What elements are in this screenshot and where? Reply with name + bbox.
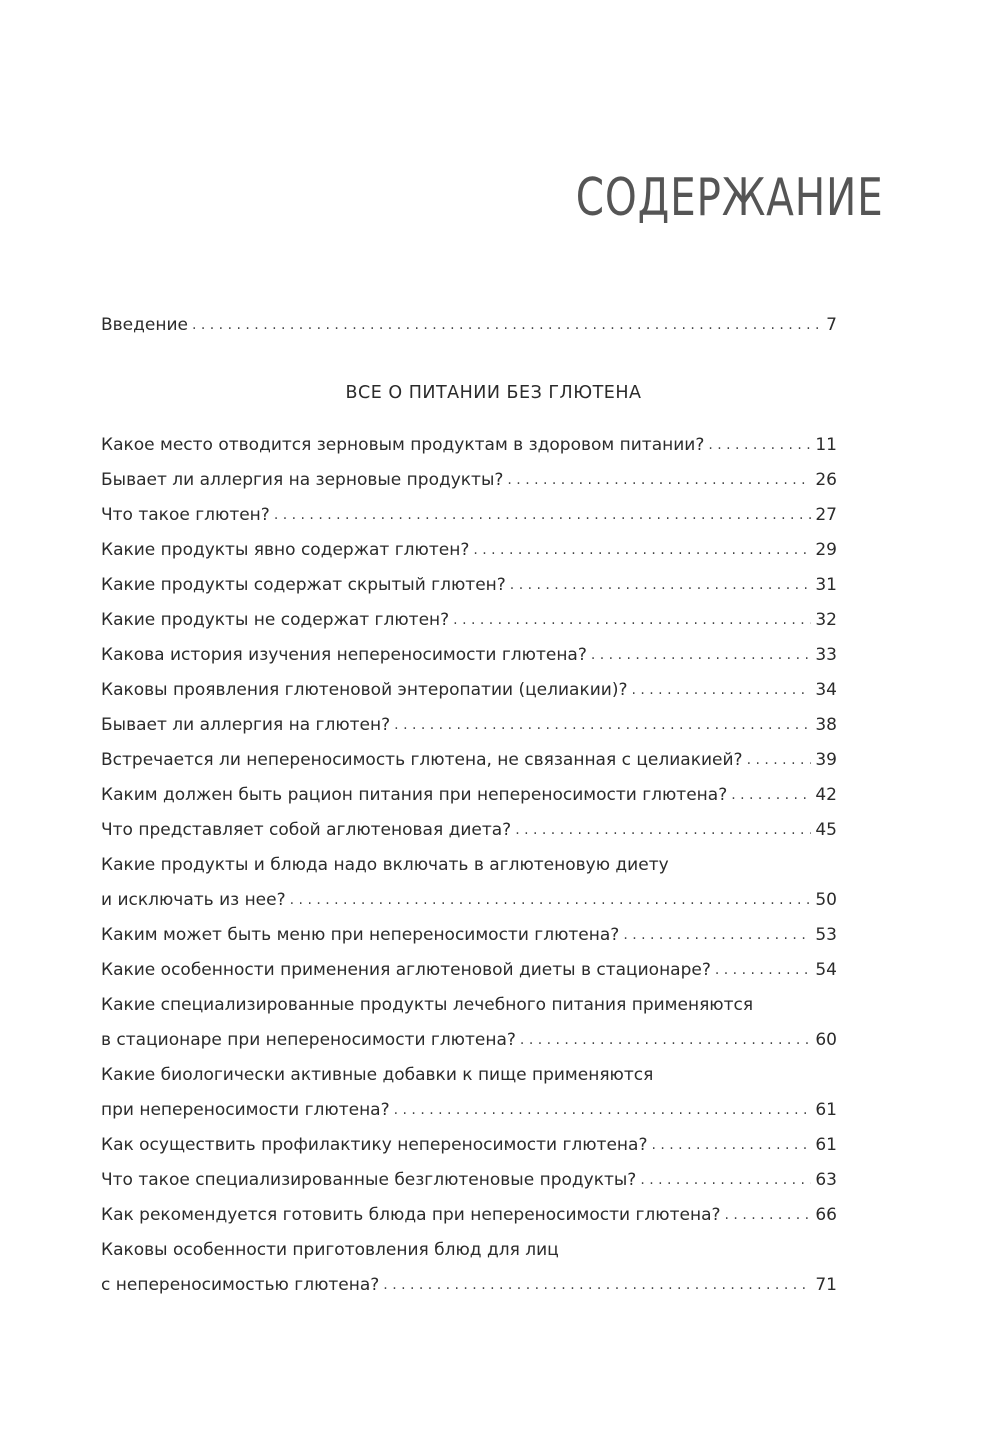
toc-entry-line <box>101 603 837 638</box>
toc-entry-page: 31 <box>815 575 837 595</box>
toc-entry-page: 66 <box>815 1205 837 1225</box>
toc-entry-text: Какие особенности применения аглютеновой диеты в стационаре? <box>101 960 711 980</box>
toc-entry-text: Бывает ли аллергия на глютен? <box>101 715 391 735</box>
toc-entry[interactable] <box>101 953 837 988</box>
dot-leader <box>715 953 811 988</box>
section-heading: ВСЕ О ПИТАНИИ БЕЗ ГЛЮТЕНА <box>345 383 642 403</box>
toc-entry-line <box>101 568 837 603</box>
toc-entry-text: и исключать из нее? <box>101 890 286 910</box>
dot-leader <box>394 1093 812 1128</box>
toc-entry[interactable] <box>101 848 837 918</box>
toc-entry[interactable] <box>101 918 837 953</box>
toc-entry-text: Что такое глютен? <box>101 505 270 525</box>
dot-leader <box>515 813 811 848</box>
toc-entry-line <box>101 638 837 673</box>
toc-entry[interactable] <box>101 533 837 568</box>
toc-entry-line <box>101 743 837 778</box>
dot-leader <box>623 918 811 953</box>
toc-entry-page: 61 <box>815 1100 837 1120</box>
toc-entry-page: 54 <box>815 960 837 980</box>
toc-entry-text: Каковы особенности приготовления блюд для лиц <box>101 1240 559 1260</box>
toc-entry-page: 50 <box>815 890 837 910</box>
toc-entry-text: Что такое специализированные безглютеновые продукты? <box>101 1170 637 1190</box>
dot-leader <box>290 883 812 918</box>
toc-entry-line <box>101 848 837 883</box>
toc-entry-text: Бывает ли аллергия на зерновые продукты? <box>101 470 504 490</box>
toc-entry-page: 53 <box>815 925 837 945</box>
dot-leader <box>510 568 812 603</box>
toc-entry-line <box>101 918 837 953</box>
dot-leader <box>731 778 811 813</box>
toc-entry-line <box>101 533 837 568</box>
dot-leader <box>274 498 812 533</box>
toc-entry-text: Какова история изучения непереносимости глютена? <box>101 645 587 665</box>
toc-entry-page: 27 <box>815 505 837 525</box>
dot-leader <box>631 673 811 708</box>
toc-entry-line <box>101 778 837 813</box>
toc-entry[interactable] <box>101 308 837 343</box>
dot-leader <box>383 1268 811 1303</box>
toc-entry-page: 63 <box>815 1170 837 1190</box>
toc-entry[interactable] <box>101 1163 837 1198</box>
toc-entry-text: в стационаре при непереносимости глютена? <box>101 1030 516 1050</box>
toc-entry-text: Какие продукты и блюда надо включать в аглютеновую диету <box>101 855 669 875</box>
dot-leader <box>640 1163 811 1198</box>
toc-entry[interactable] <box>101 708 837 743</box>
toc-entry-line <box>101 1233 837 1268</box>
dot-leader <box>591 638 811 673</box>
dot-leader <box>507 463 811 498</box>
toc-entry-text: Какие специализированные продукты лечебного питания применяются <box>101 995 754 1015</box>
toc-entry-text: Какие продукты содержат скрытый глютен? <box>101 575 506 595</box>
toc-entry-text: Что представляет собой аглютеновая диета? <box>101 820 512 840</box>
toc-entry-line <box>101 708 837 743</box>
toc-entry-text: с непереносимостью глютена? <box>101 1275 380 1295</box>
toc-entry-page: 26 <box>815 470 837 490</box>
toc-entry[interactable] <box>101 1198 837 1233</box>
toc-entry[interactable] <box>101 673 837 708</box>
toc-entry-page: 11 <box>815 435 837 455</box>
dot-leader <box>473 533 811 568</box>
toc-entry-page: 33 <box>815 645 837 665</box>
toc-entry[interactable] <box>101 1128 837 1163</box>
toc-entry-line <box>101 498 837 533</box>
toc-entry-text: Как осуществить профилактику непереносимости глютена? <box>101 1135 648 1155</box>
toc-entry[interactable] <box>101 498 837 533</box>
toc-entry-line <box>101 883 837 918</box>
toc-entry-line <box>101 673 837 708</box>
toc-entry-line <box>101 463 837 498</box>
toc-entry-text: Какие продукты не содержат глютен? <box>101 610 450 630</box>
toc-entry-text: Каким может быть меню при непереносимости глютена? <box>101 925 620 945</box>
toc-entry-line <box>101 1128 837 1163</box>
dot-leader <box>747 743 812 778</box>
toc-entry-text: при непереносимости глютена? <box>101 1100 390 1120</box>
toc-entry-line <box>101 1093 837 1128</box>
toc-entry-text: Какое место отводится зерновым продуктам в здоровом питании? <box>101 435 705 455</box>
toc-entry[interactable] <box>101 743 837 778</box>
dot-leader <box>394 708 811 743</box>
toc-entry[interactable] <box>101 603 837 638</box>
dot-leader <box>651 1128 811 1163</box>
toc-entry-line <box>101 428 837 463</box>
toc-entry-line <box>101 953 837 988</box>
toc-entry-line <box>101 813 837 848</box>
toc-entry-page: 38 <box>815 715 837 735</box>
toc-entry[interactable] <box>101 988 837 1058</box>
toc-entry-page: 32 <box>815 610 837 630</box>
toc-entry-page: 60 <box>815 1030 837 1050</box>
toc-entry-text: Каким должен быть рацион питания при непереносимости глютена? <box>101 785 728 805</box>
toc-entry-line <box>101 1268 837 1303</box>
dot-leader <box>192 308 822 343</box>
toc-entry[interactable] <box>101 428 837 463</box>
toc-intro <box>101 308 837 343</box>
toc-entry-text: Введение <box>101 315 188 335</box>
toc-entry[interactable] <box>101 568 837 603</box>
toc-entry[interactable] <box>101 638 837 673</box>
toc-entry-line <box>101 1058 837 1093</box>
toc-entry-page: 34 <box>815 680 837 700</box>
toc-entry-line <box>101 1163 837 1198</box>
toc-entry-page: 7 <box>826 315 837 335</box>
toc-entry-text: Как рекомендуется готовить блюда при непереносимости глютена? <box>101 1205 721 1225</box>
toc-entry[interactable] <box>101 813 837 848</box>
dot-leader <box>453 603 811 638</box>
toc-section-entries <box>101 428 837 1303</box>
toc-entry-page: 39 <box>815 750 837 770</box>
page-title: СОДЕРЖАНИЕ <box>576 168 884 228</box>
toc-entry-line <box>101 1198 837 1233</box>
toc-entry[interactable] <box>101 463 837 498</box>
dot-leader <box>725 1198 812 1233</box>
toc-entry[interactable] <box>101 778 837 813</box>
toc-entry-text: Встречается ли непереносимость глютена, не связанная с целиакией? <box>101 750 743 770</box>
toc-entry-page: 71 <box>815 1275 837 1295</box>
toc-entry-line <box>101 988 837 1023</box>
dot-leader <box>708 428 811 463</box>
toc-entry-line <box>101 1023 837 1058</box>
toc-entry-text: Какие продукты явно содержат глютен? <box>101 540 470 560</box>
toc-entry-page: 61 <box>815 1135 837 1155</box>
toc-entry-text: Какие биологически активные добавки к пище применяются <box>101 1065 654 1085</box>
toc-entry-text: Каковы проявления глютеновой энтеропатии (целиакии)? <box>101 680 628 700</box>
toc-entry-page: 42 <box>815 785 837 805</box>
toc-entry-page: 29 <box>815 540 837 560</box>
toc-entry[interactable] <box>101 1058 837 1128</box>
dot-leader <box>520 1023 811 1058</box>
toc-entry[interactable] <box>101 1233 837 1303</box>
toc-entry-page: 45 <box>815 820 837 840</box>
